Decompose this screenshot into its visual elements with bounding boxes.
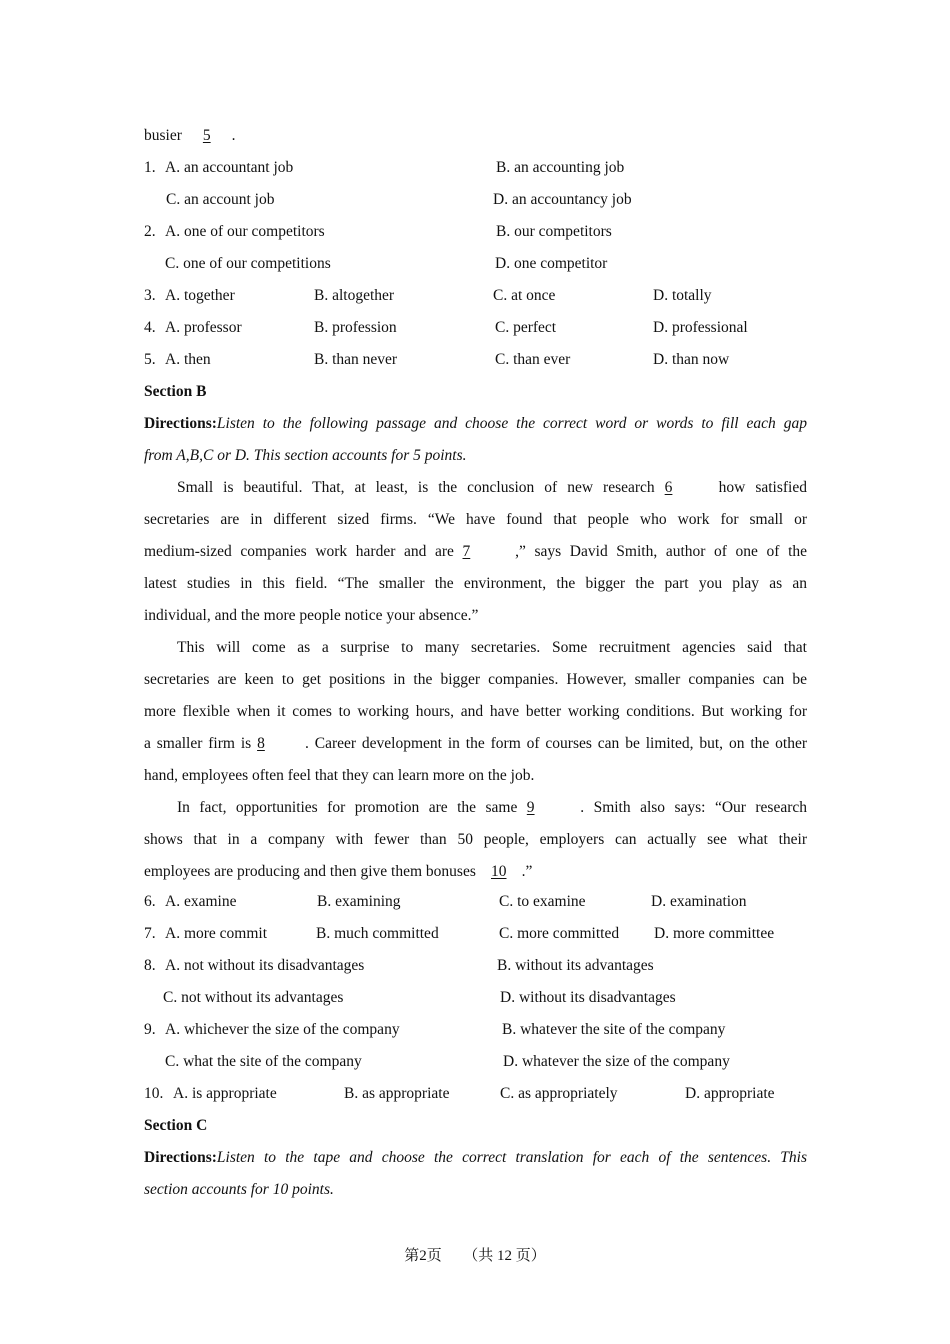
question-number: 8.	[144, 957, 156, 974]
section-b-directions-line-2: from A,B,C or D. This section accounts for 5 points.	[144, 447, 467, 464]
question-number: 3.	[144, 287, 156, 304]
option-b: B. our competitors	[496, 223, 612, 240]
question-number: 1.	[144, 159, 156, 176]
option-b: B. much committed	[316, 925, 439, 942]
paragraph-line: hand, employees often feel that they can learn more on the job.	[144, 767, 535, 784]
blank-8: 8	[257, 735, 265, 752]
paragraph-line: medium-sized companies work harder and are 7 ,” says David Smith, author of one of the	[144, 543, 808, 560]
paragraph-line: secretaries are in different sized firms. “We have found that people who work for small or	[144, 511, 807, 528]
option-d: D. whatever the size of the company	[503, 1053, 730, 1070]
question-number: 2.	[144, 223, 156, 240]
option-a: A. not without its disadvantages	[165, 957, 365, 974]
paragraph-line: This will come as a surprise to many secretaries. Some recruitment agencies said that	[177, 639, 807, 656]
section-b-directions-line-1: Directions:Listen to the following passage and choose the correct word or words to fill each gap	[144, 415, 807, 432]
question-number: 9.	[144, 1021, 156, 1038]
option-b: B. examining	[317, 893, 401, 910]
paragraph-line: latest studies in this field. “The smaller the environment, the bigger the part you play as an	[144, 575, 807, 592]
option-c: C. one of our competitions	[165, 255, 331, 272]
option-c: C. what the site of the company	[165, 1053, 362, 1070]
paragraph-line: individual, and the more people notice your absence.”	[144, 607, 479, 624]
option-b: B. altogether	[314, 287, 395, 304]
blank-6: 6	[664, 479, 673, 496]
option-a: A. professor	[165, 319, 242, 336]
blank-10: 10	[491, 863, 507, 880]
section-c-directions-line-2: section accounts for 10 points.	[144, 1181, 334, 1198]
option-b: B. without its advantages	[497, 957, 654, 974]
option-a: A. examine	[165, 893, 237, 910]
option-a: A. is appropriate	[173, 1085, 277, 1102]
option-b: B. whatever the site of the company	[502, 1021, 726, 1038]
option-d: D. appropriate	[685, 1085, 775, 1102]
blank-9: 9	[526, 799, 535, 816]
option-a: A. whichever the size of the company	[165, 1021, 400, 1038]
option-d: D. without its disadvantages	[500, 989, 676, 1006]
option-b: B. than never	[314, 351, 398, 368]
section-c-title: Section C	[144, 1117, 208, 1134]
blank-7: 7	[462, 543, 471, 560]
paragraph-line: shows that in a company with fewer than 50 people, employers can actually see what their	[144, 831, 807, 848]
option-c: C. at once	[493, 287, 556, 304]
option-c: C. an account job	[166, 191, 275, 208]
option-a: A. one of our competitors	[165, 223, 325, 240]
section-b-title: Section B	[144, 383, 207, 400]
option-d: D. an accountancy job	[493, 191, 632, 208]
page-footer	[0, 1244, 950, 1265]
option-a: A. together	[165, 287, 235, 304]
question-number: 6.	[144, 893, 156, 910]
option-a: A. an accountant job	[165, 159, 294, 176]
option-d: D. one competitor	[495, 255, 608, 272]
paragraph-line: Small is beautiful. That, at least, is the conclusion of new research 6 how satisfied	[177, 479, 807, 496]
option-d: D. than now	[653, 351, 730, 368]
option-d: D. examination	[651, 893, 747, 910]
option-d: D. totally	[653, 287, 712, 304]
question-number: 4.	[144, 319, 156, 336]
option-c: C. perfect	[495, 319, 557, 336]
paragraph-line: employees are producing and then give them bonuses 10 .”	[144, 863, 533, 880]
passage-end-line: busier 5 .	[144, 127, 236, 144]
paragraph-line: a smaller firm is 8 . Career development in the form of courses can be limited, but, on the other	[144, 735, 807, 752]
option-b: B. as appropriate	[344, 1085, 450, 1102]
option-c: C. to examine	[499, 893, 586, 910]
question-number: 7.	[144, 925, 156, 942]
option-b: B. profession	[314, 319, 397, 336]
section-c-directions-line-1: Directions:Listen to the tape and choose the correct translation for each of the sentences. This	[144, 1149, 807, 1166]
option-c: C. not without its advantages	[163, 989, 344, 1006]
option-d: D. more committee	[654, 925, 775, 942]
paragraph-line: more flexible when it comes to working hours, and have better working conditions. But working for	[144, 703, 807, 720]
page-number: 第2页	[404, 1248, 442, 1264]
page-total: （共 12 页）	[463, 1248, 546, 1264]
blank-5: 5	[202, 127, 211, 144]
option-c: C. as appropriately	[500, 1085, 618, 1102]
paragraph-line: secretaries are keen to get positions in the bigger companies. However, smaller companies can be	[144, 671, 807, 688]
option-c: C. than ever	[495, 351, 571, 368]
option-d: D. professional	[653, 319, 748, 336]
option-b: B. an accounting job	[496, 159, 625, 176]
paragraph-line: In fact, opportunities for promotion are the same 9 . Smith also says: “Our research	[177, 799, 808, 816]
question-number: 10.	[144, 1085, 164, 1102]
option-a: A. more commit	[165, 925, 268, 942]
option-c: C. more committed	[499, 925, 620, 942]
option-a: A. then	[165, 351, 211, 368]
question-number: 5.	[144, 351, 156, 368]
